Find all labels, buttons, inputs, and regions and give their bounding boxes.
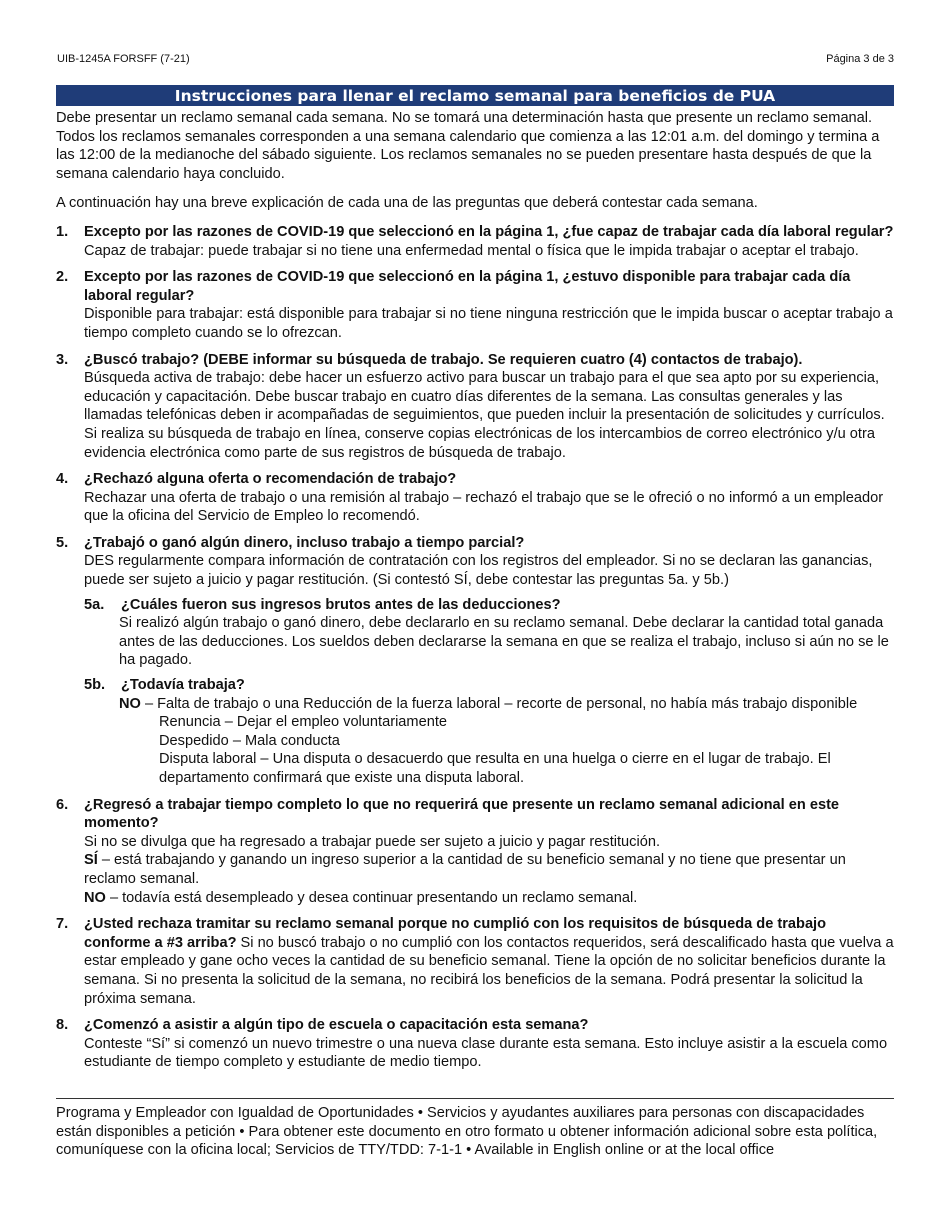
question-title: ¿Usted rechaza tramitar su reclamo semanal porque no cumplió con los requisitos de búsqueda de trabajo conforme a #3 arriba? — [84, 916, 827, 951]
instructions-body — [56, 109, 896, 1080]
question-title: ¿Comenzó a asistir a algún tipo de escuela o capacitación esta semana? — [84, 1017, 589, 1034]
question-explanation: Disponible para trabajar: está disponible para trabajar si no tiene ninguna restricción que le impida buscar o aceptar trabajo a tiempo completo cuando se lo ofrezcan. — [84, 306, 893, 341]
question-number: 4. — [56, 471, 69, 488]
question-title: Excepto por las razones de COVID-19 que seleccionó en la página 1, ¿fue capaz de trabajar cada día laboral regular? — [84, 223, 894, 240]
question-title: ¿Trabajó o ganó algún dinero, incluso trabajo a tiempo parcial? — [84, 534, 525, 551]
question-number: 6. — [56, 796, 69, 813]
question-title: Excepto por las razones de COVID-19 que seleccionó en la página 1, ¿estuvo disponible para trabajar cada día laboral regular? — [84, 269, 851, 304]
no-label: NO — [84, 889, 106, 906]
question-explanation: Si no buscó trabajo o no cumplió con los contactos requeridos, será descalificado hasta que vuelva a estar empleado y gane ocho veces la cantidad de su beneficio semanal. Tiene la opción de no solicitar beneficios durante la semana. Si no presenta la solicitud de la semana, no recibirá los beneficios de la semana. Podrá presentar la solicitud la próxima semana. — [84, 934, 894, 1007]
sub-question-explanation: Si realizó algún trabajo o ganó dinero, debe declararlo en su reclamo semanal. Debe declarar la cantidad total ganada antes de las deducciones. Los sueldos deben declararse la semana en que se realiza el trabajo, incluso si aún no se le ha pagado. — [119, 615, 889, 669]
question-number: 7. — [56, 916, 69, 933]
sub-question-5a — [84, 596, 896, 670]
question-item — [56, 351, 896, 463]
sub-question-number: 5a. — [84, 596, 105, 613]
sub-question-title: ¿Todavía trabaja? — [121, 677, 245, 694]
question-item — [56, 915, 896, 1008]
question-explanation: Rechazar una oferta de trabajo o una remisión al trabajo – rechazó el trabajo que se le ofreció o no informó a un empleador que la oficina del Servicio de Empleo lo recomendó. — [84, 489, 884, 525]
no-reason-text: – Falta de trabajo o una Reducción de la fuerza laboral – recorte de personal, no había más trabajo disponible — [140, 695, 858, 712]
page-number: Página 3 de 3 — [826, 53, 894, 65]
yes-label: SÍ — [84, 852, 98, 869]
no-answer-row — [84, 889, 896, 908]
question-title: ¿Regresó a trabajar tiempo completo lo que no requerirá que presente un reclamo semanal adicional en este momento? — [84, 796, 840, 832]
no-reason-row — [119, 695, 896, 714]
intro-paragraph: Debe presentar un reclamo semanal cada semana. No se tomará una determinación hasta que presente un reclamo semanal. Todos los reclamos semanales corresponden a una semana calendario que comienza a las 12:01 a.m. del domingo y termina a las 12:00 de la medianoche del sábado siguiente. Los reclamos semanales no se pueden presentare hasta después de que la semana calendario haya concluido. — [56, 110, 880, 182]
question-item — [56, 470, 896, 526]
no-text: – todavía está desempleado y desea continuar presentando un reclamo semanal. — [105, 889, 638, 906]
question-title: ¿Buscó trabajo? (DEBE informar su búsqueda de trabajo. Se requieren cuatro (4) contactos de trabajo). — [84, 351, 803, 368]
yes-answer-row — [84, 851, 896, 888]
lead-paragraph: A continuación hay una breve explicación de cada una de las preguntas que deberá contestar cada semana. — [56, 195, 758, 212]
sub-question-title: ¿Cuáles fueron sus ingresos brutos antes de las deducciones? — [121, 596, 561, 613]
question-number: 2. — [56, 269, 69, 286]
footer-notice: Programa y Empleador con Igualdad de Oportunidades • Servicios y ayudantes auxiliares para personas con discapacidades están disponibles a petición • Para obtener este documento en otro formato u obtener información adicional sobre esta política, comuníquese con la oficina local; Servicios de TTY/TDD: 7-1-1 • Available in English online or at the local office — [56, 1105, 878, 1159]
question-item — [56, 268, 896, 342]
question-explanation: DES regularmente compara información de contratación con los registros del empleador. Si no se declaran las ganancias, puede ser sujeto a juicio y pagar restitución. (Si contestó SÍ, debe contestar las preguntas 5a. y 5b.) — [84, 553, 873, 589]
question-number: 3. — [56, 351, 69, 368]
reason-item: Despedido – Mala conducta — [159, 732, 340, 749]
question-number: 8. — [56, 1017, 69, 1034]
question-number: 5. — [56, 534, 69, 551]
question-item — [56, 796, 896, 908]
question-explanation: Capaz de trabajar: puede trabajar si no tiene una enfermedad mental o física que le impida trabajar o aceptar el trabajo. — [84, 242, 859, 259]
yes-text: – está trabajando y ganando un ingreso superior a la cantidad de su beneficio semanal y no tiene que presentar un reclamo semanal. — [84, 852, 846, 887]
question-item — [56, 223, 896, 260]
form-id: UIB-1245A FORSFF (7-21) — [57, 53, 190, 65]
question-explanation: Búsqueda activa de trabajo: debe hacer un esfuerzo activo para buscar un trabajo para el que sea apto por su experiencia, educación y capacitación. Debe buscar trabajo en cuatro días diferentes de la semana. Las consultas generales y las llamadas telefónicas deben ir acompañadas de seguimientos, que pueden incluir la presentación de solicitudes y currículos. Si realiza su búsqueda de trabajo en línea, conserve copias electrónicas de los intercambios de correo electrónico y/u otra evidencia electrónica como parte de sus registros de búsqueda de trabajo. — [84, 370, 885, 461]
reason-item: Renuncia – Dejar el empleo voluntariamente — [159, 714, 447, 731]
question-item — [56, 1016, 896, 1072]
section-title-banner — [56, 85, 894, 106]
question-explanation: Si no se divulga que ha regresado a trabajar puede ser sujeto a juicio y pagar restitución. — [84, 833, 660, 850]
question-explanation: Conteste “Sí” si comenzó un nuevo trimestre o una nueva clase durante esta semana. Esto incluye asistir a la escuela como estudiante de tiempo completo y estudiante de medio tiempo. — [84, 1035, 888, 1071]
footer-divider — [56, 1098, 894, 1099]
no-label: NO — [119, 695, 141, 712]
question-item — [56, 534, 896, 788]
question-title: ¿Rechazó alguna oferta o recomendación de trabajo? — [84, 471, 457, 488]
reason-item: Disputa laboral – Una disputa o desacuerdo que resulta en una huelga o cierre en el lugar de trabajo. El departamento confirmará que existe una disputa laboral. — [159, 751, 831, 786]
question-number: 1. — [56, 223, 69, 240]
sub-question-5b — [84, 676, 896, 788]
section-title: Instrucciones para llenar el reclamo semanal para beneficios de PUA — [174, 86, 776, 105]
sub-question-number: 5b. — [84, 677, 106, 694]
